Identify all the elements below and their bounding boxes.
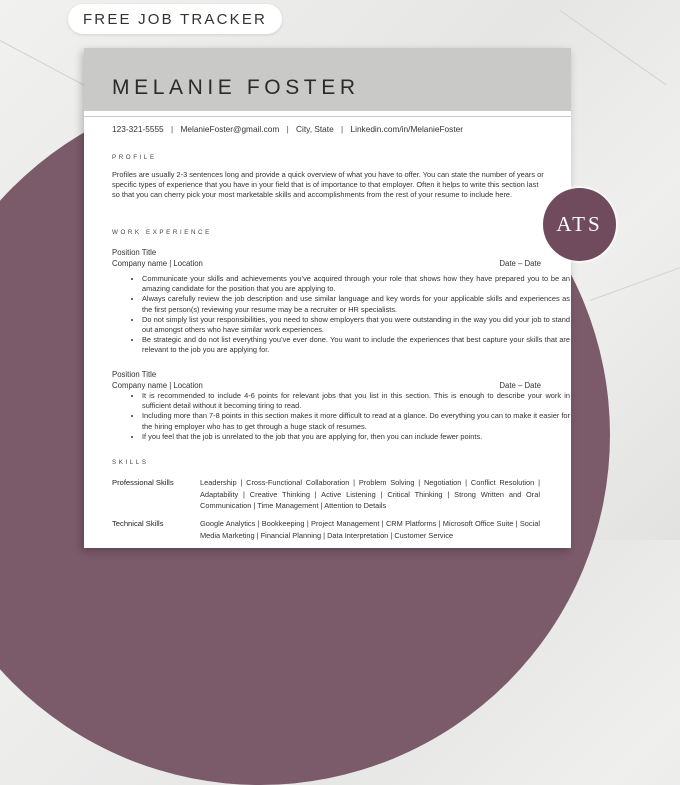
resume-name: MELANIE FOSTER bbox=[112, 76, 360, 99]
job-bullet: • Do not simply list your responsibilities, you need to show employers that you were outstanding in the way you did your job to stand out amongst others who have similar work experiences. bbox=[142, 315, 570, 335]
skill-group-label: Professional Skills bbox=[112, 478, 174, 487]
contact-linkedin: Linkedin.com/in/MelanieFoster bbox=[350, 124, 464, 134]
job-bullet: • Including more than 7-8 points in this section makes it more difficult to read at a glance. Do everything you can to make it easier for the hiring employer who has to get through a huge stack of resumes. bbox=[142, 411, 570, 431]
resume-header bbox=[84, 48, 571, 111]
ats-badge-label: ATS bbox=[556, 212, 603, 236]
free-job-tracker-banner bbox=[68, 4, 282, 34]
skills-heading: SKILLS bbox=[112, 459, 149, 466]
marble-vein bbox=[560, 10, 667, 85]
job-bullets bbox=[114, 274, 570, 356]
marble-vein bbox=[590, 266, 680, 301]
job-date: Date – Date bbox=[499, 259, 541, 268]
job-bullet: • Always carefully review the job description and use similar language and key words for your applicable skills and experiences as the first person(s) reviewing your resume may be a recruiter or HR specialists. bbox=[142, 294, 570, 314]
job-bullets bbox=[114, 391, 570, 442]
job-date: Date – Date bbox=[499, 381, 541, 390]
banner-label: FREE JOB TRACKER bbox=[82, 10, 268, 28]
work-experience-heading: WORK EXPERIENCE bbox=[112, 229, 212, 236]
ats-badge bbox=[543, 188, 616, 261]
contact-phone: 123-321-5555 bbox=[112, 124, 164, 134]
job-title: Position Title bbox=[112, 370, 157, 379]
job-title: Position Title bbox=[112, 248, 157, 257]
profile-heading: PROFILE bbox=[112, 154, 157, 161]
skill-group-label: Technical Skills bbox=[112, 519, 164, 528]
contact-line bbox=[112, 124, 463, 134]
job-bullet: • Be strategic and do not list everything you’ve ever done. You want to include the experiences that best capture your skills that are relevant to the job you are applying for. bbox=[142, 335, 570, 355]
profile-text: Profiles are usually 2-3 sentences long and provide a quick overview of what you have to offer. You can state the number of years or specific types of experience that you have in your field that is of importance to that employer. Often it helps to write this section last so that you can cherry pick your most marketable skills and accomplishments from the rest of your resume to include here. bbox=[112, 170, 544, 200]
job-company: Company name | Location bbox=[112, 381, 203, 390]
job-bullet: • Communicate your skills and achievements you’ve acquired through your role that shows how they have prepared you to be an amazing candidate for the position that you are applying to. bbox=[142, 274, 570, 294]
resume-page bbox=[84, 48, 571, 548]
job-company: Company name | Location bbox=[112, 259, 203, 268]
header-underline bbox=[84, 116, 571, 117]
skill-group-items: Google Analytics | Bookkeeping | Project Management | CRM Platforms | Microsoft Office Suite | Social Media Marketing | Financial Planning | Data Interpretation | Customer Service bbox=[200, 519, 540, 540]
contact-email: MelanieFoster@gmail.com bbox=[180, 124, 280, 134]
contact-location: City, State bbox=[296, 124, 334, 134]
job-bullet: • It is recommended to include 4-6 points for relevant jobs that you list in this section. This is enough to describe your work in sufficient detail without it becoming tiring to read. bbox=[142, 391, 570, 411]
contact-separator: | bbox=[341, 124, 344, 134]
contact-separator: | bbox=[286, 124, 289, 134]
contact-separator: | bbox=[170, 124, 174, 134]
skill-group-items: Leadership | Cross-Functional Collaboration | Problem Solving | Negotiation | Conflict Resolution | Adaptability | Creative Thinking | Active Listening | Critical Thinking | Strong Written and Oral Communication | Time Management | Attention to Details bbox=[200, 478, 540, 510]
job-bullet: • If you feel that the job is unrelated to the job that you are applying for, then you can include fewer points. bbox=[142, 432, 570, 442]
